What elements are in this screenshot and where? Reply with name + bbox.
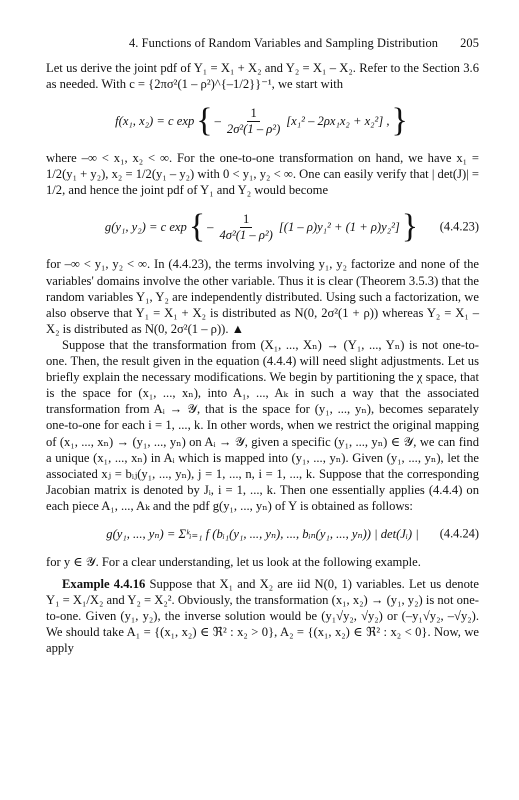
paragraph-5: for y ∈ 𝒴. For a clear understanding, let us look at the following example. bbox=[46, 554, 421, 569]
page-number: 205 bbox=[460, 36, 479, 50]
eq2-rhs: [(1 – ρ)y₁² + (1 + ρ)y₂²] bbox=[278, 219, 400, 234]
eq2-number: (4.4.23) bbox=[439, 219, 479, 234]
equation-joint-pdf-x: f(x₁, x₂) = c exp { – $\frac{1}{\text{2σ²(1 – ρ²)}}$ [x₁² – 2ρx₁x₂ + x₂²] , } bbox=[115, 102, 408, 140]
eq2-fraction bbox=[216, 212, 275, 243]
eq2-numerator: 1 bbox=[240, 212, 252, 228]
eq1-fraction bbox=[224, 106, 283, 137]
eq2-denominator: 4σ²(1 – ρ²) bbox=[219, 227, 273, 242]
chapter-title: 4. Functions of Random Variables and Sampling Distribution bbox=[128, 36, 439, 50]
example-body: Suppose that X₁ and X₂ are iid N(0, 1) variables. Let us denote Y₁ = X₁/X₂ and Y₂ = X₂². Obviously, the transformation (x₁, x₂) → (y₁, y₂) is not one-to-one. Given (y₁, y₂), the inverse solution would be (y₁√y₂, √y₂) or (–y₁√y₂, –√y₂). We should take A₁ = {(x₁, x₂) ∈ ℜ² : x₂ > 0}, A₂ = {(x₁, x₂) ∈ ℜ² : x₂ < 0}. Now, we apply bbox=[46, 577, 479, 656]
running-head bbox=[46, 36, 479, 56]
paragraph-1: Let us derive the joint pdf of Y₁ = X₁ + X₂ and Y₂ = X₁ – X₂. Refer to the Section 3.6 as needed. With c = {2πσ²(1 – ρ²)^{–1/2}}⁻¹, we start with bbox=[46, 61, 479, 92]
paragraph-4: Suppose that the transformation from (X₁, ..., Xₙ) → (Y₁, ..., Yₙ) is not one-to-one. Then, the result given in the equation (4.4.4) will need slight adjustments. Let us briefly explain the necessary modifications. We begin by partitioning the χ space, that is the space for (x₁, ..., xₙ), into A₁, ..., Aₖ in such a way that the associated transformation from Aᵢ → 𝒴, that is the space for (y₁, ..., yₙ), becomes separately one-to-one for each i = 1, ..., k. In other words, when we restrict the original mapping of (x₁, ..., xₙ) → (y₁, ..., yₙ) on Aᵢ → 𝒴, given a specific (y₁, ..., yₙ) ∈ 𝒴, we can find a unique (x₁, ..., xₙ) in Aᵢ which is mapped into (y₁, ..., yₙ). Given (y₁, ..., yₙ), let the associated xⱼ = bᵢⱼ(y₁, ..., yₙ), j = 1, ..., n, i = 1, ..., k. Suppose that the corresponding Jacobian matrix is denoted by Jᵢ, i = 1, ..., k. Then one essentially applies (4.4.4) on each piece A₁, ..., Aₖ and the pdf g(y₁, ..., yₙ) of Y is obtained as follows: bbox=[46, 337, 479, 513]
eq1-numerator: 1 bbox=[247, 106, 259, 122]
book-page bbox=[46, 36, 479, 657]
equation-4-4-23: g(y₁, y₂) = c exp { – $\frac{1}{\text{4σ²(1 – ρ²)}}$ [(1 – ρ)y₁² + (1 + ρ)y₂²] } (4.4.23) bbox=[104, 208, 479, 246]
eq1-open-brace: { bbox=[196, 102, 213, 140]
eq1-lhs: f(x₁, x₂) = c exp bbox=[115, 113, 195, 128]
eq1-close-brace: } bbox=[391, 102, 408, 140]
paragraph-3: for –∞ < y₁, y₂ < ∞. In (4.4.23), the terms involving y₁, y₂ factorize and none of the variables' domains involve the other variable. Thus it is clear (Theorem 3.5.3) that the random variables Y₁, Y₂ are independently distributed. Using such a factorization, we also observe that Y₁ = X₁ + X₂ is distributed as N(0, 2σ²(1 + ρ)) whereas Y₂ = X₁ – X₂ is distributed as N(0, 2σ²(1 – ρ)). ▲ bbox=[46, 257, 479, 336]
equation-4-4-24 bbox=[46, 520, 479, 548]
eq3-number: (4.4.24) bbox=[439, 526, 479, 541]
eq3-body: g(y₁, ..., yₙ) = Σᵏᵢ₌₁ f (bᵢ₁(y₁, ..., yₙ), ..., bᵢₙ(y₁, ..., yₙ)) | det(Jᵢ) | bbox=[106, 526, 419, 541]
paragraph-2: where –∞ < x₁, x₂ < ∞. For the one-to-one transformation on hand, we have x₁ = 1/2(y₁ + y₂), x₂ = 1/2(y₁ – y₂) with 0 < y₁, y₂ < ∞. One can easily verify that | det(J)| = 1/2, and hence the joint pdf of Y₁ and Y₂ would become bbox=[46, 151, 479, 198]
eq2-close-brace: } bbox=[401, 208, 419, 246]
example-paragraph bbox=[46, 576, 479, 656]
eq1-denominator: 2σ²(1 – ρ²) bbox=[226, 121, 281, 136]
example-label: Example 4.4.16 bbox=[62, 577, 146, 592]
eq2-lhs: g(y₁, y₂) = c exp bbox=[104, 219, 187, 234]
eq1-rhs: [x₁² – 2ρx₁x₂ + x₂²] , bbox=[286, 113, 390, 128]
eq2-open-brace: { bbox=[188, 208, 206, 246]
